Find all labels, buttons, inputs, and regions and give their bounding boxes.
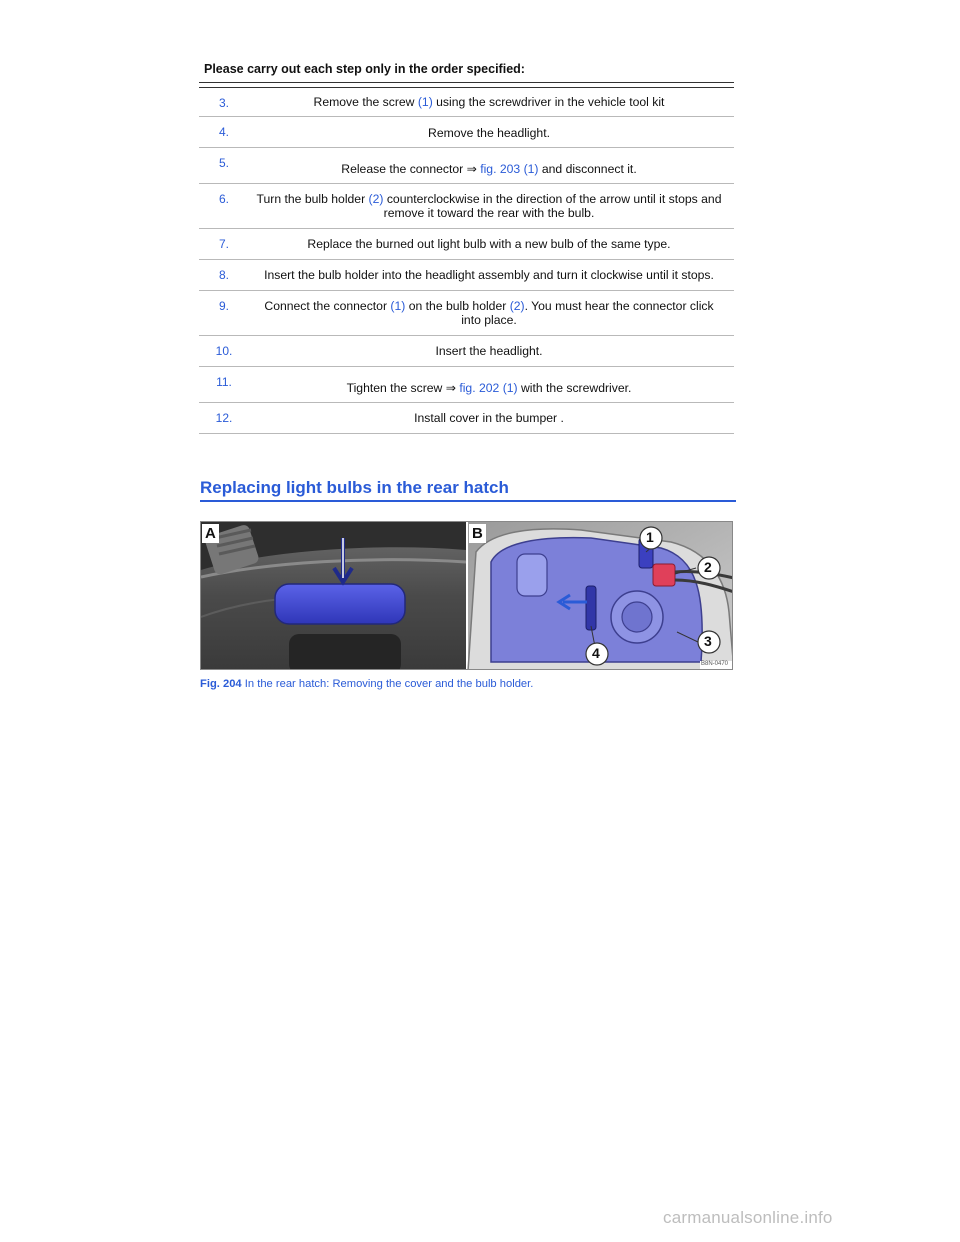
step-text-segment: with the screwdriver. (517, 381, 632, 395)
step-text-segment: counterclockwise in the direction of the arrow until it stops and remove it toward the rear with the bulb. (383, 192, 722, 220)
figure-caption (200, 678, 533, 690)
step-row (199, 229, 734, 260)
step-row (199, 336, 734, 367)
step-text-segment: using the screwdriver in the vehicle tool kit (432, 95, 665, 109)
step-text-segment: Release the connector ⇒ (341, 162, 481, 176)
figure-204 (200, 521, 733, 670)
step-number: 12. (215, 411, 233, 425)
panel-b-label: B (472, 525, 483, 542)
cross-reference-link[interactable]: fig. 203 (1) (480, 162, 539, 176)
step-text (254, 95, 724, 109)
step-text-segment: Replace the burned out light bulb with a new bulb of the same type. (307, 237, 671, 251)
caption-text: In the rear hatch: Removing the cover and the bulb holder. (241, 678, 534, 690)
step-row (199, 403, 734, 434)
step-number: 10. (215, 344, 233, 358)
step-text-segment: Remove the screw (313, 95, 418, 109)
step-text (254, 344, 724, 358)
step-text (254, 411, 724, 425)
callout-3: 3 (704, 633, 712, 649)
cross-reference-link[interactable]: (1) (390, 299, 406, 313)
callout-4: 4 (592, 645, 600, 661)
step-text (254, 162, 724, 176)
step-text-segment: Install cover in the bumper . (414, 411, 564, 425)
step-row (199, 117, 734, 148)
step-text-segment: Remove the headlight. (428, 126, 550, 140)
cross-reference-link[interactable]: fig. 202 (1) (459, 381, 518, 395)
step-number: 7. (218, 237, 229, 251)
step-number: 6. (218, 192, 229, 206)
step-text-segment: Tighten the screw ⇒ (346, 381, 460, 395)
step-text-segment: on the bulb holder (405, 299, 510, 313)
panel-a-label: A (205, 525, 216, 542)
step-text (254, 192, 724, 220)
panel-b (468, 522, 733, 670)
step-text (254, 299, 724, 327)
watermark: carmanualsonline.info (663, 1208, 833, 1227)
caption-fig-label: Fig. 204 (200, 678, 242, 690)
step-text (254, 268, 724, 282)
step-row (199, 260, 734, 291)
step-text-segment: . You must hear the connector click into place. (461, 299, 714, 327)
callout-1: 1 (646, 529, 654, 545)
cross-reference-link[interactable]: (2) (509, 299, 525, 313)
step-number: 5. (218, 156, 229, 170)
step-number: 9. (218, 299, 229, 313)
cross-reference-link[interactable]: (2) (368, 192, 384, 206)
step-row (199, 148, 734, 184)
step-number: 11. (216, 375, 232, 389)
step-text-segment: Turn the bulb holder (256, 192, 369, 206)
step-number: 4. (218, 125, 229, 139)
callout-2: 2 (704, 559, 712, 575)
step-text-segment: Connect the connector (264, 299, 391, 313)
step-text-segment: Insert the headlight. (435, 344, 543, 358)
section-heading (200, 478, 736, 502)
step-text-segment: and disconnect it. (538, 162, 637, 176)
step-text-segment: Insert the bulb holder into the headlight assembly and turn it clockwise until it stops. (264, 268, 714, 282)
panel-a (201, 522, 466, 670)
steps-list (199, 88, 734, 434)
figure-code: B8N-0470 (701, 661, 729, 667)
step-number: 8. (218, 268, 229, 282)
section-title: Replacing light bulbs in the rear hatch (200, 478, 509, 497)
step-row (199, 291, 734, 336)
step-text (254, 237, 724, 251)
step-row (199, 88, 734, 117)
instruction-text: Please carry out each step only in the order specified: (204, 62, 525, 76)
cross-reference-link[interactable]: (1) (417, 95, 433, 109)
step-number: 3. (218, 96, 229, 110)
step-text (254, 381, 724, 395)
step-row (199, 367, 734, 403)
step-row (199, 184, 734, 229)
step-text (254, 126, 724, 140)
